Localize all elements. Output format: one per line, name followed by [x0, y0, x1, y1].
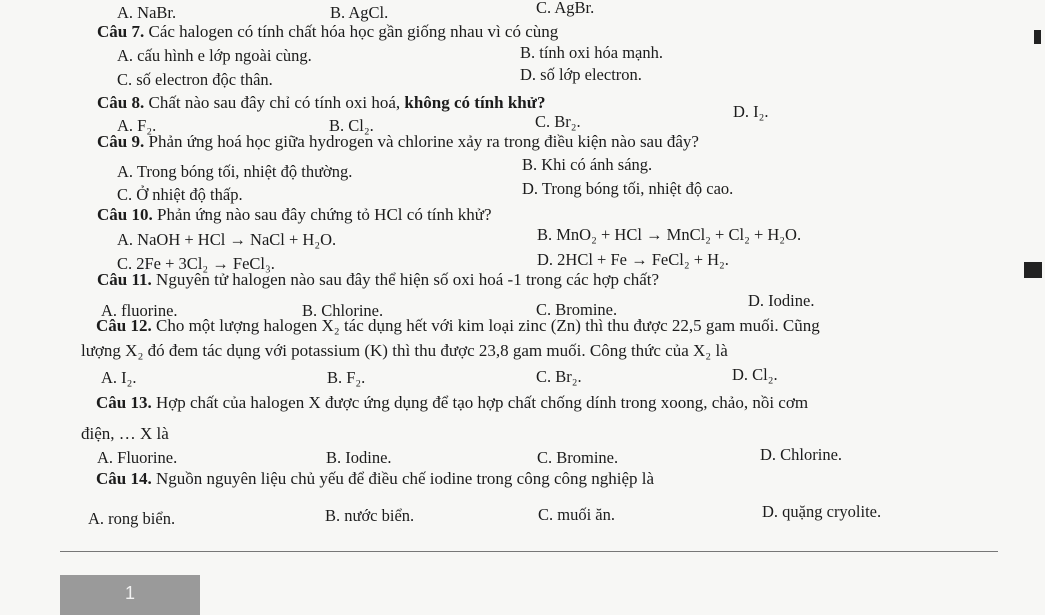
- question-10-number: Câu 10.: [97, 205, 153, 224]
- q12-option-d: D. Cl₂.: [732, 365, 778, 384]
- q9-option-c: C. Ở nhiệt độ thấp.: [117, 185, 243, 204]
- q14-option-a: A. rong biển.: [88, 509, 176, 528]
- question-7-number: Câu 7.: [97, 22, 145, 41]
- q11-option-c: C. Bromine.: [536, 300, 618, 319]
- question-12-number: Câu 12.: [96, 316, 152, 335]
- question-7: [97, 22, 558, 42]
- question-14-number: Câu 14.: [96, 469, 152, 488]
- q13-option-c: C. Bromine.: [537, 448, 619, 467]
- q14-option-b: B. nước biển.: [325, 506, 415, 525]
- q7-option-d: D. số lớp electron.: [520, 65, 642, 84]
- prev-option-b: B. AgCl.: [330, 3, 389, 22]
- q14-option-c: C. muối ăn.: [538, 505, 615, 524]
- q13-option-d: D. Chlorine.: [760, 445, 843, 464]
- question-14-text: Nguồn nguyên liệu chủ yếu để điều chế iodine trong công công nghiệp là: [155, 469, 655, 488]
- q13-option-b: B. Iodine.: [326, 448, 392, 467]
- q8-option-c: C. Br₂.: [535, 112, 581, 131]
- q9-option-b: B. Khi có ánh sáng.: [522, 155, 653, 174]
- q12-option-c: C. Br₂.: [536, 367, 582, 386]
- question-11: [97, 270, 659, 290]
- question-9: [97, 132, 699, 152]
- q10-option-c: C. 2Fe + 3Cl₂ → FeCl₃.: [117, 254, 275, 273]
- question-12-line-1: [96, 316, 820, 336]
- edge-mark-mid: [1024, 262, 1042, 278]
- question-12-text-2: lượng X₂ đó đem tác dụng với potassium (K) thì thu được 23,8 gam muối. Công thức của X₂ là: [81, 341, 728, 360]
- q13-option-a: A. Fluorine.: [97, 448, 178, 467]
- question-8-text: Chất nào sau đây chỉ có tính oxi hoá,: [148, 93, 405, 112]
- q12-option-a: A. I₂.: [101, 368, 137, 387]
- q7-option-b: B. tính oxi hóa mạnh.: [520, 43, 663, 62]
- question-13-number: Câu 13.: [96, 393, 152, 412]
- q9-option-a: A. Trong bóng tối, nhiệt độ thường.: [117, 162, 353, 181]
- question-10-text: Phản ứng nào sau đây chứng tỏ HCl có tính khử?: [156, 205, 492, 224]
- q7-option-c: C. số electron độc thân.: [117, 70, 273, 89]
- q10-option-b: B. MnO₂ + HCl → MnCl₂ + Cl₂ + H₂O.: [537, 225, 802, 244]
- question-9-text: Phản ứng hoá học giữa hydrogen và chlorine xảy ra trong điều kiện nào sau đây?: [148, 132, 699, 151]
- q9-option-d: D. Trong bóng tối, nhiệt độ cao.: [522, 179, 734, 198]
- question-12-text-1: Cho một lượng halogen X₂ tác dụng hết với kim loại zinc (Zn) thì thu được 22,5 gam muối. Cũng: [155, 316, 820, 335]
- question-8-text-bold: không có tính khử?: [404, 93, 546, 112]
- q10-option-d: D. 2HCl + Fe → FeCl₂ + H₂.: [537, 250, 729, 269]
- prev-option-a: A. NaBr.: [117, 3, 177, 22]
- edge-mark-top: [1034, 30, 1041, 44]
- q8-option-d: D. I₂.: [733, 102, 769, 121]
- question-11-number: Câu 11.: [97, 270, 152, 289]
- q11-option-b: B. Chlorine.: [302, 301, 384, 320]
- question-8-number: Câu 8.: [97, 93, 145, 112]
- q8-option-b: B. Cl₂.: [329, 116, 374, 135]
- footer-divider: [60, 551, 998, 552]
- question-9-number: Câu 9.: [97, 132, 145, 151]
- question-10: [97, 205, 492, 225]
- q11-option-a: A. fluorine.: [101, 301, 178, 320]
- question-7-text: Các halogen có tính chất hóa học gần giống nhau vì có cùng: [148, 22, 559, 41]
- q10-option-a: A. NaOH + HCl → NaCl + H₂O.: [117, 230, 337, 249]
- q8-option-a: A. F₂.: [117, 116, 157, 135]
- question-8: [97, 93, 545, 113]
- question-13-text-1: Hợp chất của halogen X được ứng dụng để tạo hợp chất chống dính trong xoong, chảo, nồi cơm: [155, 393, 809, 412]
- question-13-text-2: điện, … X là: [81, 424, 169, 443]
- question-13-line-1: [96, 393, 808, 413]
- q7-option-a: A. cấu hình e lớp ngoài cùng.: [117, 46, 312, 65]
- page-number: 1: [125, 583, 136, 603]
- q11-option-d: D. Iodine.: [748, 291, 815, 310]
- prev-option-c: C. AgBr.: [536, 0, 595, 17]
- question-14: [96, 469, 654, 489]
- question-11-text: Nguyên tử halogen nào sau đây thể hiện số oxi hoá -1 trong các hợp chất?: [156, 270, 660, 289]
- q14-option-d: D. quặng cryolite.: [762, 502, 882, 521]
- q12-option-b: B. F₂.: [327, 368, 366, 387]
